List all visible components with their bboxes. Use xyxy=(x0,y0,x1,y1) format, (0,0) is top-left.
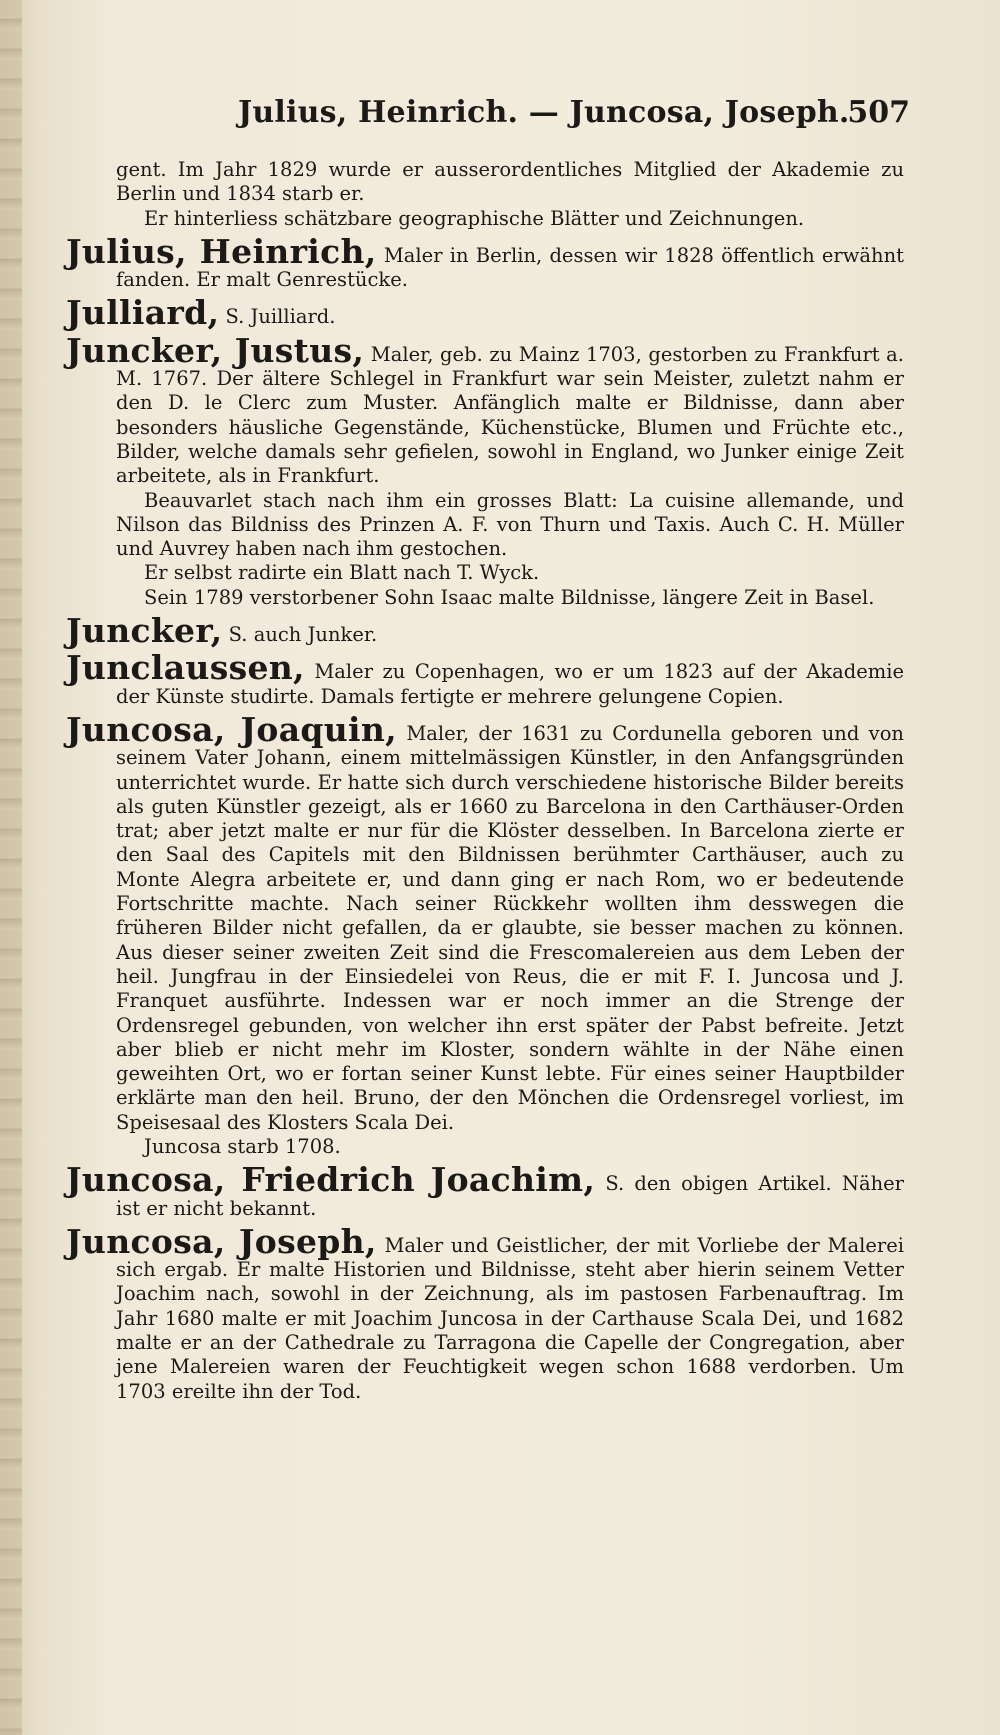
entry-headword: Julius, Heinrich, xyxy=(66,231,377,271)
dictionary-entry xyxy=(66,709,904,1159)
dictionary-entry xyxy=(66,648,905,709)
intro-continuation: gent. Im Jahr 1829 wurde er ausserordentliches Mitglied der Akademie zu Berlin und 1834 starb er. xyxy=(116,158,904,206)
entry-subparagraph: Sein 1789 verstorbener Sohn Isaac malte Bildnisse, längere Zeit in Basel. xyxy=(144,585,875,609)
dictionary-entry xyxy=(66,1160,904,1221)
entry-paragraph xyxy=(66,231,905,293)
entry-headword: Juncker, xyxy=(66,611,223,651)
entry-text: Maler und Geistlicher, der mit Vorliebe der Malerei sich ergab. Er malte Historien und Bildnisse, steht aber hierin seinem Vetter Joachim nach, sowohl in der Zeichnung, als im pastosen Farbenauftrag. Im Jahr 1680 malte er mit Joachim Juncosa in der Carthause Scala Dei, und 1682 malte er an der Cathedrale zu Tarragona die Capelle der Congregation, aber jene Malereien waren der Feuchtigkeit wegen schon 1688 verdorben. Um 1703 ereilte ihn der Tod. xyxy=(116,1233,905,1403)
entry-headword: Junclaussen, xyxy=(66,648,305,688)
entry-paragraph xyxy=(66,709,904,1135)
page-body xyxy=(66,158,904,1404)
intro-paragraph: Er hinterliess schätzbare geographische Blätter und Zeichnungen. xyxy=(144,206,805,230)
dictionary-entry xyxy=(66,293,904,333)
page-gutter xyxy=(0,0,22,1735)
entry-headword: Julliard, xyxy=(66,293,220,333)
dictionary-entry xyxy=(66,611,904,651)
entry-headword: Juncosa, Joseph, xyxy=(66,1221,377,1261)
entry-text: S. Juilliard. xyxy=(225,305,336,329)
entries-list xyxy=(66,231,905,1404)
entry-headword: Juncosa, Joaquin, xyxy=(66,709,397,749)
entry-text: Maler in Berlin, dessen wir 1828 öffentlich erwähnt fanden. Er malt Genrestücke. xyxy=(116,243,905,292)
entry-paragraph xyxy=(66,648,905,709)
entry-paragraph xyxy=(66,293,904,333)
entry-paragraph xyxy=(66,1160,904,1221)
entry-headword: Juncosa, Friedrich Joachim, xyxy=(66,1160,596,1200)
dictionary-entry xyxy=(66,330,904,610)
entry-paragraph xyxy=(66,611,904,651)
running-header xyxy=(120,95,910,135)
dictionary-entry xyxy=(66,231,905,293)
entry-text: S. den obigen Artikel. Näher ist er nicht bekannt. xyxy=(116,1172,904,1220)
entry-headword: Juncker, Justus, xyxy=(66,330,365,370)
entry-paragraph xyxy=(66,1221,905,1404)
dictionary-entry xyxy=(66,1221,905,1404)
entry-text: Maler, der 1631 zu Cordunella geboren und von seinem Vater Johann, einem mittelmässigen Künstler, in den Anfangsgründen unterrichtet wurde. Er hatte sich durch verschiedene historische Bilder bereits als guten Künstler gezeigt, als er 1660 zu Barcelona in den Carthäuser-Orden trat; aber jetzt malte er nur für die Klöster desselben. In Barcelona zierte er den Saal des Capitels mit den Bildnissen berühmter Carthäuser, auch zu Monte Alegra arbeitete er, und dann ging er nach Rom, wo er bedeutende Fortschritte machte. Nach seiner Rückkehr wollten ihm desswegen die früheren Bilder nicht gefallen, da er glaubte, sie besser machen zu können. Aus dieser seiner zweiten Zeit sind die Frescomalereien aus dem Leben der heil. Jungfrau in der Einsiedelei von Reus, die er mit F. I. Juncosa und J. Franquet ausführte. Indessen war er noch immer an die Strenge der Ordensregel gebunden, von welcher ihn erst später der Pabst befreite. Jetzt aber blieb er nicht mehr im Kloster, sondern wählte in der Nähe einen geweihten Ort, wo er fortan seiner Kunst lebte. Für eines seiner Hauptbilder erklärte man den heil. Bruno, der den Mönchen die Ordensregel vorliest, im Speisesaal des Klosters Scala Dei. xyxy=(116,721,904,1134)
entry-subparagraph: Er selbst radirte ein Blatt nach T. Wyck. xyxy=(144,561,540,585)
entry-text: Maler, geb. zu Mainz 1703, gestorben zu Frankfurt a. M. 1767. Der ältere Schlegel in Frankfurt war sein Meister, zuletzt nahm er den D. le Clerc zum Muster. Anfänglich malte er Bildnisse, dann aber besonders häusliche Gegenstände, Küchenstücke, Blumen und Früchte etc., Bilder, welche damals sehr gefielen, sowohl in England, wo Junker einige Zeit arbeitete, als in Frankfurt. xyxy=(116,342,904,488)
page-number: 507 xyxy=(847,95,910,130)
entry-subparagraph: Beauvarlet stach nach ihm ein grosses Blatt: La cuisine allemande, und Nilson das Bildniss des Prinzen A. F. von Thurn und Taxis. Auch C. H. Müller und Auvrey haben nach ihm gestochen. xyxy=(116,488,904,561)
entry-subparagraph: Juncosa starb 1708. xyxy=(144,1134,341,1158)
header-title: Julius, Heinrich. — Juncosa, Joseph. xyxy=(238,95,850,130)
entry-text: Maler zu Copenhagen, wo er um 1823 auf der Akademie der Künste studirte. Damals fertigte er mehrere gelungene Copien. xyxy=(116,660,905,708)
entry-text: S. auch Junker. xyxy=(228,623,378,647)
entry-paragraph xyxy=(66,330,904,489)
